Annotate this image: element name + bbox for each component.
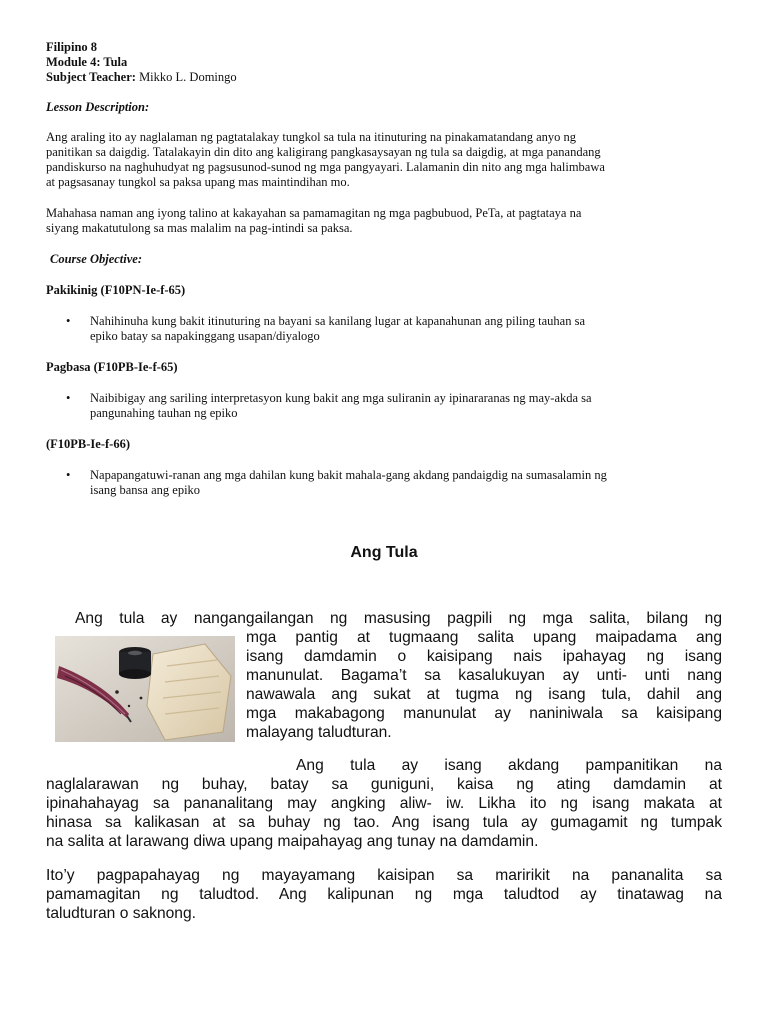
text-line: na salita at larawang diwa upang maipahayag ang tunay na damdamin. [46,833,539,850]
text-line: mga makabagong manunulat ay naniniwala sa kaisipang [246,705,722,722]
text-line: Nahihinuha kung bakit itinuturing na bayani sa kanilang lugar at kapanahunan ang piling tauhan sa [90,314,586,328]
text-line: Mahahasa naman ang iyong talino at kakayahan sa pamamagitan ng mga pagbubuod, PeTa, at pagtataya na [46,206,582,220]
text-line: Ang tula ay nangangailangan ng masusing pagpili ng mga salita, bilang ng [75,610,722,627]
article-title: Ang Tula [350,544,418,561]
text-line: pangunahing tauhan ng epiko [90,406,238,420]
text-line: mga pantig at tugmaang salita upang maipadama ang [246,629,722,646]
text-line: isang bansa ang epiko [90,483,201,497]
text-line: ipinahahayag sa pananalitang may angking aliw- iw. Likha ito ng isang makata at [46,795,722,812]
quill-ink-illustration [55,636,235,742]
objective-heading: Course Objective: [50,252,142,266]
text-line: manunulat. Bagama’t sa kasalukuyan ay unti- unti nang [246,667,722,684]
text-line: naglalarawan ng buhay, batay sa guniguni, kaisa ng ating damdamin at [46,776,722,793]
text-line: isang damdamin o kaisipang nais ipahayag ng isang [246,648,722,665]
text-line: epiko batay sa napakinggang usapan/diyalogo [90,329,320,343]
text-line: Napapangatuwi-ranan ang mga dahilan kung bakit mahala-gang akdang pandaigdig na sumasalamin ng [90,468,607,482]
article-paragraph-2 [46,775,722,851]
text-line: nawawala ang sukat at tugma ng isang tula, dahil ang [246,686,722,703]
text-line: siyang makatutulong sa mas malalim na pag-intindi sa paksa. [46,221,353,235]
article-paragraph-1 [246,628,722,742]
article-paragraph-1-first [75,609,722,628]
article-paragraph-3 [46,866,722,923]
text-line: Naibibigay ang sariling interpretasyon kung bakit ang mga suliranin ay ipinararanas ng may-akda sa [90,391,592,405]
text-line: hinasa sa kalikasan at sa buhay ng tao. Ang isang tula ay gumagamit ng tumpak [46,814,722,831]
lesson-paragraph-1 [46,130,726,190]
objective-section-heading: (F10PB-Ie-f-66) [46,437,130,451]
text-line: Ang araling ito ay naglalaman ng pagtatalakay tungkol sa tula na itinuturing na pinakamatandang anyo ng [46,130,577,144]
teacher-label: Subject Teacher: [46,70,136,84]
lesson-paragraph-2 [46,206,726,236]
lesson-heading: Lesson Description: [46,100,150,114]
text-line: taludturan o saknong. [46,905,196,922]
text-line: at pagsasanay tungkol sa paksa upang mas maintindihan mo. [46,175,350,189]
bullet-icon: • [66,314,71,328]
text-line: panitikan sa daigdig. Tatalakayin din dito ang kaligirang pangkasaysayan ng tula sa daigdig, at mga panandang [46,145,601,159]
module-label: Module 4: Tula [46,55,128,69]
text-line: pandiskurso na naghuhudyat ng pagsusunod-sunod ng mga pangyayari. Lalamanin din nito ang mga halimbawa [46,160,605,174]
bullet-icon: • [66,391,71,405]
bullet-icon: • [66,468,71,482]
article-paragraph-2-first [296,756,722,775]
text-line: pamamagitan ng taludtod. Ang kalipunan ng mga taludtod ay tinatawag na [46,886,722,903]
teacher-name: Mikko L. Domingo [139,70,237,84]
document-header [46,40,237,85]
objective-section-heading: Pakikinig (F10PN-Ie-f-65) [46,283,186,297]
text-line: Ang tula ay isang akdang pampanitikan na [296,757,722,774]
subject-label: Filipino 8 [46,40,98,54]
text-line: Ito’y pagpapahayag ng mayayamang kaisipan sa maririkit na pananalita sa [46,867,722,884]
objective-section-heading: Pagbasa (F10PB-Ie-f-65) [46,360,178,374]
text-line: malayang taludturan. [246,724,392,741]
